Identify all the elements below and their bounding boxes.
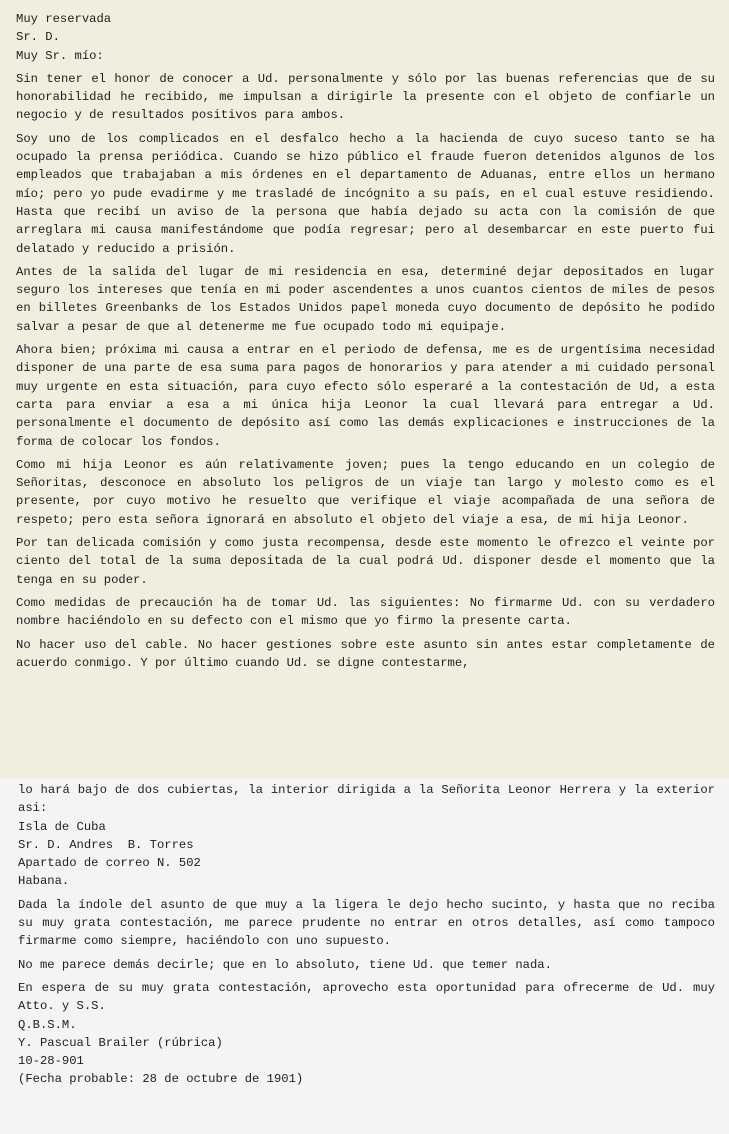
paragraph-envelope: lo hará bajo de dos cubiertas, la interior dirigida a la Señorita Leonor Herrera y la exterior asi: xyxy=(18,783,715,816)
paragraph-discretion: Dada la índole del asunto de que muy a la ligera le dejo hecho sucinto, y hasta que no reciba su muy grata contestación, me parece prudente no entrar en otros detalles, así como tampoco firmarme como siempre, haciéndolo con uno supuesto. xyxy=(18,897,715,949)
address-country: Isla de Cuba xyxy=(18,819,106,834)
address-po-box: Apartado de correo N. 502 xyxy=(18,856,201,871)
qbsm-closing: Q.B.S.M. xyxy=(18,1017,77,1032)
paragraph-farewell: En espera de su muy grata contestación, aprovecho esta oportunidad para ofrecerme de Ud. muy Atto. y S.S. xyxy=(18,980,715,1014)
reserved-heading: Muy reservada xyxy=(16,12,112,26)
letter-page-two xyxy=(0,778,729,1134)
address-city: Habana. xyxy=(18,874,70,889)
address-name: Sr. D. Andres B. Torres xyxy=(18,837,194,852)
paragraph-daughter: Como mi hija Leonor es aún relativamente joven; pues la tengo educando en un colegio de Señoritas, desconoce en absoluto los peligros de un viaje tan largo y molesto como es el presente, por cuyo motivo he resuelto que verifique el viaje acompañada de una señora de respeto; pero esta señora ignorará en absoluto el objeto del viaje a esa, de mi hija Leonor. xyxy=(16,457,715,527)
paragraph-deposit: Antes de la salida del lugar de mi residencia en esa, determiné dejar depositados en lugar seguro los intereses que tenía en mi poder ascendentes a unos cuantos cientos de miles de pesos en billetes Greenbanks de los Estados Unidos papel moneda cuyo documento de depósito he podido salvar a pesar de que al detenerme me fue ocupado todo mi equipaje. xyxy=(16,264,715,334)
paragraph-instructions: No hacer uso del cable. No hacer gestiones sobre este asunto sin antes estar completamente de acuerdo conmigo. Y por último cuando Ud. se digne contestarme, xyxy=(16,637,715,670)
recipient-line: Sr. D. xyxy=(16,30,60,45)
paragraph-introduction: Sin tener el honor de conocer a Ud. personalmente y sólo por las buenas referencias que de su honorabilidad he recibido, me impulsan a dirigirle la presente con el objeto de confiarle un negocio y de resultados positivos para ambos. xyxy=(16,71,715,123)
signature: Y. Pascual Brailer (rúbrica) xyxy=(18,1035,223,1050)
paragraph-reassurance: No me parece demás decirle; que en lo absoluto, tiene Ud. que temer nada. xyxy=(18,957,552,972)
paragraph-embezzlement: Soy uno de los complicados en el desfalco hecho a la hacienda de cuyo suceso tanto se ha ocupado la prensa periódica. Cuando se hizo público el fraude fueron detenidos algunos de los empleados que trabajaban a mis órdenes en el departamento de Aduanas, entre ellos un hermano mío; pero yo pude evadirme y me trasladé de incógnito a su país, en el cual estuve residiendo. Hasta que recibí un aviso de la persona que había dejado su acta con la comisión de que arreglara mi causa manifestándome que podía regresar; pero al desembarcar en este puerto fui delatado y reducido a prisión. xyxy=(16,131,715,256)
date-note: (Fecha probable: 28 de octubre de 1901) xyxy=(18,1072,304,1087)
paragraph-reward: Por tan delicada comisión y como justa recompensa, desde este momento le ofrezco el veinte por ciento del total de la suma depositada de la cual podrá Ud. disponer desde el momento que la tenga en su poder. xyxy=(16,536,715,587)
salutation: Muy Sr. mío: xyxy=(16,48,104,63)
paragraph-request: Ahora bien; próxima mi causa a entrar en el periodo de defensa, me es de urgentísima necesidad disponer de una parte de esa suma para pagos de honorarios y para atender a mi cuidado personal muy urgente en esta situación, para cuyo efecto sólo esperaré a la contestación de Ud, a esta carta para enviar a esa a mi única hija Leonor la cual llevará para entregar a Ud. personalmente el documento de depósito así como las demás explicaciones e instrucciones de la forma de colocar los fondos. xyxy=(16,343,715,449)
letter-date: 10-28-901 xyxy=(18,1054,84,1069)
paragraph-precautions: Como medidas de precaución ha de tomar Ud. las siguientes: No firmarme Ud. con su verdadero nombre haciéndolo en su defecto con el mismo que yo firmo la presente carta. xyxy=(16,595,715,629)
